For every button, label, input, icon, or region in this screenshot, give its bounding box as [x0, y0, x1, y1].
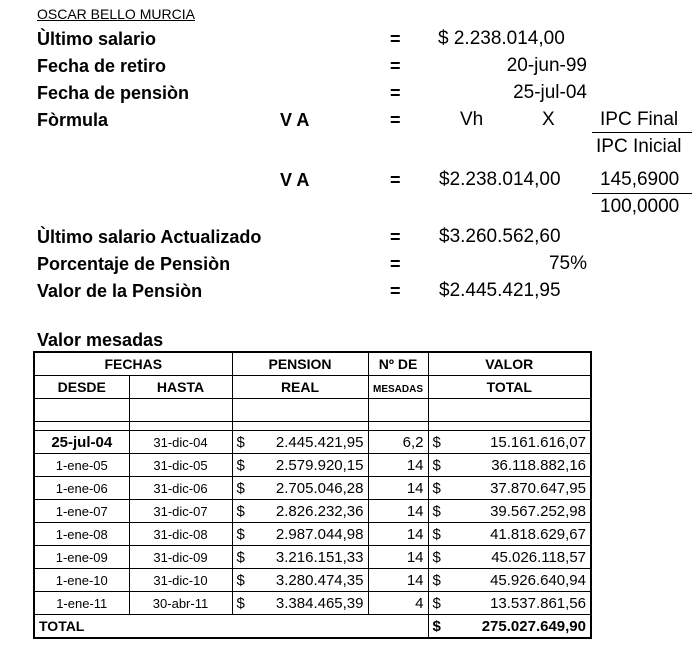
equals-sign: = — [390, 29, 401, 49]
currency-sign: $ — [432, 456, 441, 474]
currency-sign: $ — [236, 525, 245, 543]
cell-mesadas: 14 — [368, 546, 428, 569]
table-header-row-2 — [34, 376, 591, 399]
currency-sign: $ — [236, 456, 245, 474]
table-row — [34, 592, 591, 615]
currency-sign: $ — [432, 548, 441, 566]
mesadas-table — [33, 351, 592, 639]
cell-pension — [232, 431, 368, 454]
fraction-bar — [592, 193, 692, 194]
pension-amount: 3.216.151,33 — [275, 548, 364, 566]
currency-sign: $ — [236, 548, 245, 566]
header-mesadas: MESADAS — [368, 376, 428, 399]
cell-mesadas: 6,2 — [368, 431, 428, 454]
equals-sign: = — [390, 254, 401, 274]
currency-sign: $ — [432, 571, 441, 589]
value-salario-actualizado: $3.260.562,60 — [439, 226, 561, 247]
valor-amount: 36.118.882,16 — [491, 456, 586, 474]
valor-amount: 45.026.118,57 — [491, 548, 586, 566]
cell-pension — [232, 569, 368, 592]
cell-desde: 1-ene-09 — [34, 546, 129, 569]
header-hasta: HASTA — [129, 376, 232, 399]
currency-sign: $ — [432, 502, 441, 520]
cell-hasta: 31-dic-09 — [129, 546, 232, 569]
cell-mesadas: 14 — [368, 454, 428, 477]
cell-desde: 25-jul-04 — [34, 431, 129, 454]
table-row — [34, 500, 591, 523]
cell-hasta: 31-dic-05 — [129, 454, 232, 477]
label-porcentaje-pension: Porcentaje de Pensiòn — [37, 254, 231, 274]
label-valor-pension: Valor de la Pensiòn — [37, 281, 203, 301]
cell-hasta: 31-dic-06 — [129, 477, 232, 500]
total-value: 275.027.649,90 — [481, 617, 586, 635]
currency-sign: $ — [236, 479, 245, 497]
valor-amount: 39.567.252,98 — [490, 502, 586, 520]
cell-valor — [428, 523, 591, 546]
equals-sign: = — [390, 56, 401, 76]
value-valor-pension: $2.445.421,95 — [439, 280, 561, 301]
cell-valor — [428, 431, 591, 454]
cell-desde: 1-ene-08 — [34, 523, 129, 546]
cell-desde: 1-ene-11 — [34, 592, 129, 615]
currency-sign: $ — [236, 502, 245, 520]
pension-amount: 2.826.232,36 — [275, 502, 364, 520]
valor-amount: 15.161.616,07 — [490, 433, 586, 451]
equals-sign: = — [390, 83, 401, 103]
cell-mesadas: 14 — [368, 500, 428, 523]
cell-hasta: 31-dic-10 — [129, 569, 232, 592]
label-fecha-pension: Fecha de pensiòn — [37, 83, 190, 103]
valor-amount: 45.926.640,94 — [490, 571, 586, 589]
currency-sign: $ — [236, 571, 245, 589]
cell-pension — [232, 500, 368, 523]
value-porcentaje-pension: 75% — [548, 253, 587, 274]
table-row — [34, 523, 591, 546]
cell-desde: 1-ene-10 — [34, 569, 129, 592]
cell-pension — [232, 523, 368, 546]
fraction-numerator-ipc-final: IPC Final — [600, 109, 679, 130]
header-valor: VALOR — [428, 352, 591, 376]
label-fecha-retiro: Fecha de retiro — [37, 56, 167, 76]
formula-vh: Vh — [460, 109, 484, 130]
cell-mesadas: 14 — [368, 477, 428, 500]
value-fecha-retiro: 20-jun-99 — [506, 55, 587, 76]
cell-mesadas: 14 — [368, 523, 428, 546]
cell-valor — [428, 477, 591, 500]
value-ultimo-salario: $ 2.238.014,00 — [438, 28, 565, 49]
formula-x: X — [542, 109, 555, 130]
cell-pension — [232, 454, 368, 477]
cell-hasta: 31-dic-07 — [129, 500, 232, 523]
valor-amount: 13.537.861,56 — [490, 594, 586, 612]
cell-desde: 1-ene-05 — [34, 454, 129, 477]
equals-sign: = — [390, 170, 401, 190]
cell-mesadas: 4 — [368, 592, 428, 615]
table-row — [34, 431, 591, 454]
section-title-valor-mesadas: Valor mesadas — [37, 330, 164, 350]
pension-amount: 3.280.474,35 — [275, 571, 364, 589]
ipc-inicial-value: 100,0000 — [600, 196, 680, 217]
pension-amount: 2.705.046,28 — [275, 479, 364, 497]
pension-amount: 3.384.465,39 — [275, 594, 364, 612]
pension-amount: 2.445.421,95 — [275, 433, 364, 451]
currency-sign: $ — [432, 433, 441, 451]
valor-amount: 41.818.629,67 — [490, 525, 586, 543]
total-label: TOTAL — [34, 615, 428, 639]
equals-sign: = — [390, 110, 401, 130]
cell-desde: 1-ene-06 — [34, 477, 129, 500]
table-row-empty — [34, 399, 591, 422]
header-no-de: Nº DE — [368, 352, 428, 376]
currency-sign: $ — [432, 479, 441, 497]
table-body — [34, 431, 591, 615]
va-label: V A — [280, 170, 310, 190]
fraction-denominator-ipc-inicial: IPC Inicial — [596, 136, 682, 157]
fraction-bar — [592, 132, 692, 133]
table-row — [34, 477, 591, 500]
header-fechas: FECHAS — [34, 352, 232, 376]
value-fecha-pension: 25-jul-04 — [513, 82, 587, 103]
cell-desde: 1-ene-07 — [34, 500, 129, 523]
header-real: REAL — [232, 376, 368, 399]
currency-sign: $ — [432, 594, 441, 612]
table-row-spacer — [34, 422, 591, 431]
owner-name: OSCAR BELLO MURCIA — [37, 6, 195, 22]
table-row — [34, 454, 591, 477]
pension-amount: 2.579.920,15 — [275, 456, 364, 474]
cell-pension — [232, 546, 368, 569]
cell-valor — [428, 592, 591, 615]
cell-valor — [428, 546, 591, 569]
ipc-final-value: 145,6900 — [600, 169, 680, 190]
currency-sign: $ — [236, 433, 245, 451]
cell-valor — [428, 569, 591, 592]
table-header-row-1 — [34, 352, 591, 376]
currency-sign: $ — [432, 617, 441, 635]
va-value: $2.238.014,00 — [439, 169, 561, 190]
table-row — [34, 569, 591, 592]
currency-sign: $ — [236, 594, 245, 612]
label-formula: Fòrmula — [37, 110, 109, 130]
currency-sign: $ — [432, 525, 441, 543]
cell-pension — [232, 477, 368, 500]
formula-va: V A — [280, 110, 310, 130]
equals-sign: = — [390, 281, 401, 301]
label-salario-actualizado: Ùltimo salario Actualizado — [37, 227, 262, 247]
pension-amount: 2.987.044,98 — [275, 525, 364, 543]
table-total-row — [34, 615, 591, 639]
label-ultimo-salario: Ùltimo salario — [37, 29, 157, 49]
cell-valor — [428, 454, 591, 477]
table-row — [34, 546, 591, 569]
valor-amount: 37.870.647,95 — [490, 479, 586, 497]
cell-pension — [232, 592, 368, 615]
cell-hasta: 31-dic-04 — [129, 431, 232, 454]
equals-sign: = — [390, 227, 401, 247]
header-pension: PENSION — [232, 352, 368, 376]
cell-valor — [428, 500, 591, 523]
total-value-cell — [428, 615, 591, 639]
header-desde: DESDE — [34, 376, 129, 399]
cell-hasta: 30-abr-11 — [129, 592, 232, 615]
cell-hasta: 31-dic-08 — [129, 523, 232, 546]
cell-mesadas: 14 — [368, 569, 428, 592]
header-total: TOTAL — [428, 376, 591, 399]
